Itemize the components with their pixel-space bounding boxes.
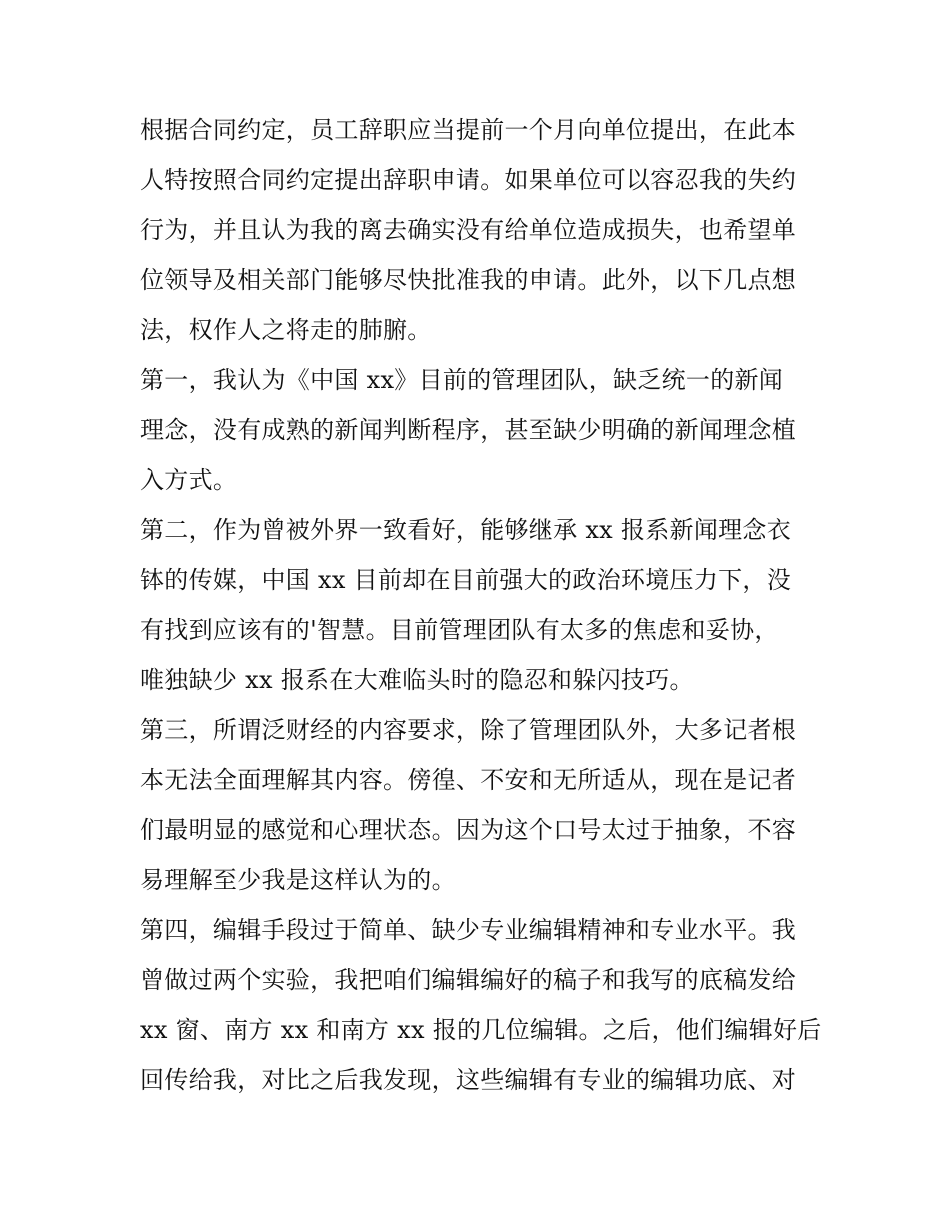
text-line: 人特按照合同约定提出辞职申请。如果单位可以容忍我的失约 <box>140 166 797 194</box>
text-line: 唯独缺少 xx 报系在大难临头时的隐忍和躲闪技巧。 <box>140 666 694 694</box>
text-line: 易理解至少我是这样认为的。 <box>140 866 456 894</box>
text-line: 第四，编辑手段过于简单、缺少专业编辑精神和专业水平。我 <box>140 916 797 944</box>
text-line: 位领导及相关部门能够尽快批准我的申请。此外，以下几点想 <box>140 266 797 294</box>
text-line: 根据合同约定，员工辞职应当提前一个月向单位提出，在此本 <box>140 116 797 144</box>
text-line: xx 窗、南方 xx 和南方 xx 报的几位编辑。之后，他们编辑好后 <box>140 1016 822 1044</box>
text-line: 入方式。 <box>140 466 238 494</box>
text-line: 本无法全面理解其内容。傍徨、不安和无所适从，现在是记者 <box>140 766 797 794</box>
text-line: 第三，所谓泛财经的内容要求，除了管理团队外，大多记者根 <box>140 716 797 744</box>
text-line: 行为，并且认为我的离去确实没有给单位造成损失，也希望单 <box>140 216 797 244</box>
text-line: 第一，我认为《中国 xx》目前的管理团队，缺乏统一的新闻 <box>140 366 784 394</box>
text-line: 法，权作人之将走的肺腑。 <box>140 316 432 344</box>
text-line: 第二，作为曾被外界一致看好，能够继承 xx 报系新闻理念衣 <box>140 516 792 544</box>
text-line: 回传给我，对比之后我发现，这些编辑有专业的编辑功底、对 <box>140 1066 797 1094</box>
text-line: 曾做过两个实验，我把咱们编辑编好的稿子和我写的底稿发给 <box>140 966 797 994</box>
text-line: 钵的传媒，中国 xx 目前却在目前强大的政治环境压力下，没 <box>140 566 792 594</box>
text-line: 们最明显的感觉和心理状态。因为这个口号太过于抽象，不容 <box>140 816 797 844</box>
document-body <box>140 105 822 1105</box>
text-line: 有找到应该有的'智慧。目前管理团队有太多的焦虑和妥协， <box>140 616 779 644</box>
text-line: 理念，没有成熟的新闻判断程序，甚至缺少明确的新闻理念植 <box>140 416 797 444</box>
